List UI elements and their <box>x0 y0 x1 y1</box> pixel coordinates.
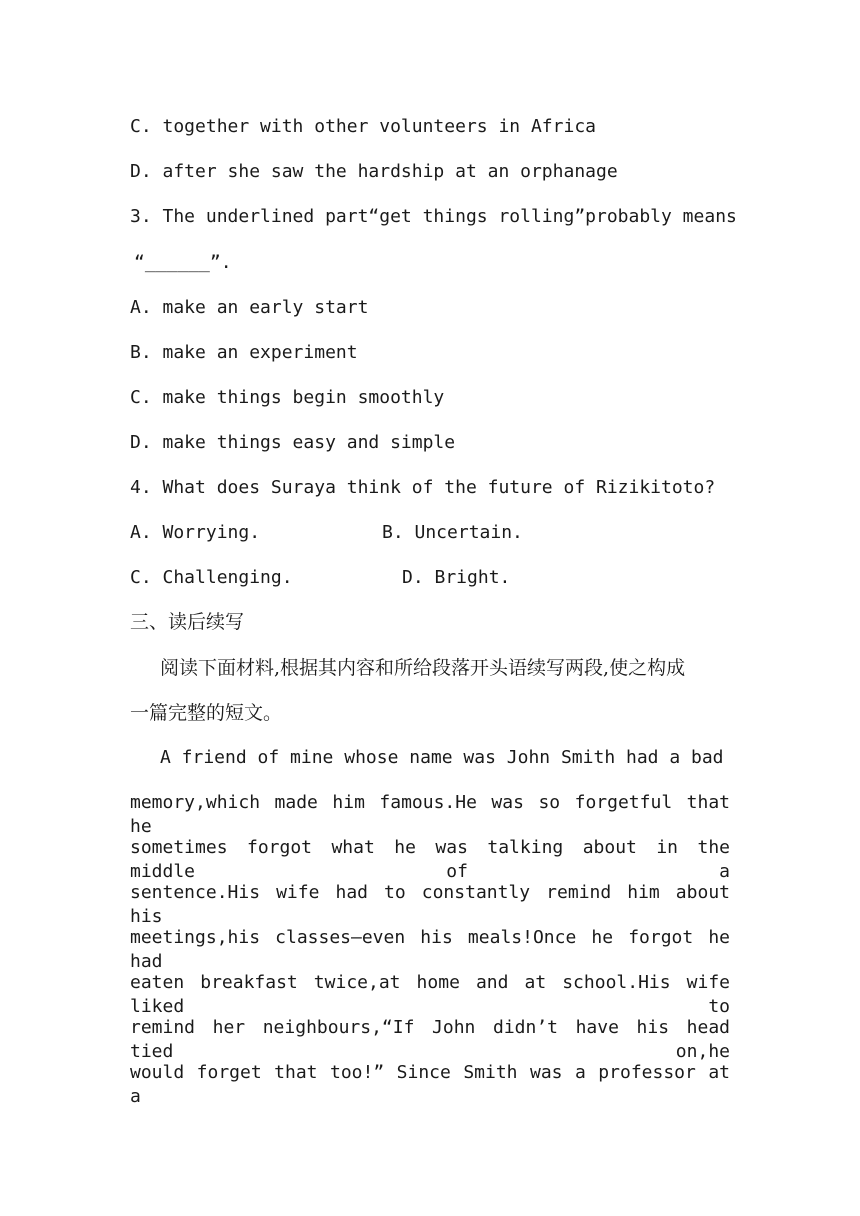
q3-question-blank: “______”. <box>134 252 232 273</box>
q3-option-a: A. make an early start <box>130 297 369 318</box>
section-instruction-line-1: 阅读下面材料,根据其内容和所给段落开头语续写两段,使之构成 <box>160 657 686 679</box>
section-instruction-line-2: 一篇完整的短文。 <box>130 702 283 724</box>
q4-question: 4. What does Suraya think of the future of Rizikitoto? <box>130 477 716 498</box>
q3-question: 3. The underlined part“get things rolling”probably means <box>130 206 737 227</box>
q3-option-c: C. make things begin smoothly <box>130 387 445 408</box>
q3-option-b: B. make an experiment <box>130 342 358 363</box>
q4-options-row-1 <box>130 521 730 545</box>
q4-options-row-2 <box>130 566 730 590</box>
q4-option-b: B. Uncertain. <box>382 522 523 543</box>
passage-line: A friend of mine whose name was John Smith had a bad <box>160 747 724 768</box>
passage-line: eaten breakfast twice,at home and at school.His wife liked to <box>130 972 730 1017</box>
section-heading: 三、读后续写 <box>130 611 245 633</box>
q4-option-c: C. Challenging. <box>130 567 293 588</box>
q2-option-d: D. after she saw the hardship at an orphanage <box>130 161 618 182</box>
q2-option-c: C. together with other volunteers in Africa <box>130 116 596 137</box>
passage-line: meetings,his classes—even his meals!Once he forgot he had <box>130 927 730 972</box>
passage-line: sometimes forgot what he was talking about in the middle of a <box>130 837 730 882</box>
passage-line: memory,which made him famous.He was so forgetful that he <box>130 792 730 837</box>
q4-option-d: D. Bright. <box>402 567 511 588</box>
passage-line: remind her neighbours,“If John didn’t have his head tied on,he <box>130 1017 730 1062</box>
q4-option-a: A. Worrying. <box>130 522 261 543</box>
passage-line: would forget that too!” Since Smith was a professor at a <box>130 1062 730 1107</box>
passage-line: sentence.His wife had to constantly remind him about his <box>130 882 730 927</box>
q3-option-d: D. make things easy and simple <box>130 432 456 453</box>
